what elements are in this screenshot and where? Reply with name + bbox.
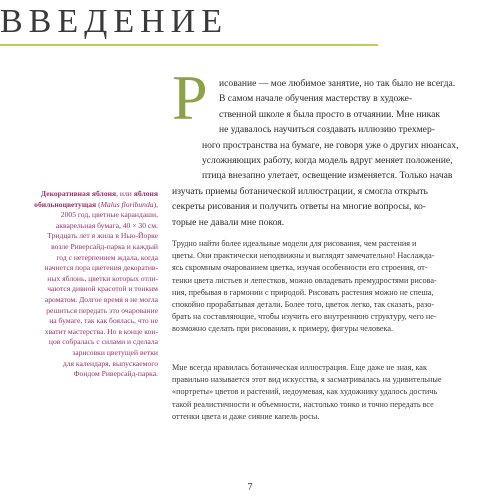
intro-line: торые не давали мне покоя. [172, 216, 285, 228]
body-line: ния, пребывая в гармонии с природой. Рисовать растения можно не спеша, [172, 287, 434, 297]
caption-text: ( [96, 199, 101, 209]
caption-line: цов собралась с силами и сделала [48, 337, 158, 347]
caption-line: акварельная бумага, 40 × 30 см. [55, 220, 158, 230]
body-line: Мне всегда нравилась ботаническая иллюстрация. Еще даже не зная, как [172, 363, 427, 372]
caption-line: 2005 год, цветные карандаши, [60, 210, 158, 220]
intro-line: секреты рисования и получить ответы на многие вопросы, ко- [172, 201, 427, 213]
title-underline-rule [0, 44, 378, 46]
caption-line: хватит мастерства. Но в конце кон- [44, 326, 158, 336]
intro-line: усложняющих работу, когда модель вдруг меняет положение, [202, 155, 453, 167]
caption-bold-title: Декоративная яблоня [40, 189, 117, 198]
caption-line: ароматом. Долгое время я не могла [44, 294, 158, 304]
illustration-caption [30, 189, 158, 380]
body-line: спокойно прорабатывая детали. Более того, цветок легко, так сказать, разо- [172, 300, 435, 310]
body-line: брать на составляющие, чтобы изучить его внутреннюю структуру, чего не- [172, 312, 437, 322]
caption-line: ных яблонь, цветки которых отли- [47, 273, 158, 283]
caption-line: начнется пора цветения декоратив- [44, 263, 158, 273]
body-line: возможно сделать при рисовании, к примеру, фигуры человека. [172, 324, 394, 334]
caption-line: возле Риверсайд-парка и каждый [51, 241, 158, 251]
body-line: цветы. Они практически неподвижны и выглядят замечательно! Наслажда- [172, 251, 435, 261]
caption-line: на бумаге, так как боялась, что не [49, 316, 158, 326]
caption-text: , или [116, 189, 132, 198]
body-line: ясь скромным очарованием цветка, изучая особенности его строения, от- [172, 263, 428, 273]
body-paragraph-1 [172, 238, 458, 336]
caption-line: решиться передать это очарование [46, 305, 158, 315]
body-paragraph-2 [172, 362, 458, 423]
caption-latin-name: Malus floribunda [100, 199, 154, 209]
intro-line: В самом начале обучения мастерству в художе- [219, 93, 413, 105]
caption-line: Фондом Риверсайд-парка. [73, 369, 158, 379]
body-line: тенки цвета листьев и лепестков, можно овладевать премудростями рисова- [172, 275, 437, 285]
intro-paragraph [172, 76, 458, 230]
chapter-title: ВВЕДЕНИЕ [0, 3, 228, 40]
caption-bold-title: яблоня [133, 189, 158, 198]
caption-line: год с нетерпением ждала, когда [56, 252, 158, 262]
body-line: оттенки цвета и даже сияние капель росы. [172, 411, 320, 421]
body-line: Трудно найти более идеальные модели для рисования, чем растения и [172, 239, 417, 248]
page-number: 7 [247, 482, 253, 493]
caption-text: ), [153, 199, 158, 209]
intro-line: птица внезапно улетает, освещение изменяется. Только начав [202, 170, 453, 182]
intro-line: ственной школе я была просто в отчаянии. Мне никак [219, 108, 441, 120]
caption-bold-title: обильноцветущая [34, 199, 97, 209]
intro-line: изучать приемы ботанической иллюстрации, я смогла открыть [172, 185, 428, 197]
intro-line: ного пространства на бумаге, не говоря уже о других нюансах, [202, 139, 459, 151]
caption-line [30, 200, 158, 211]
intro-line: не удавалось научиться создавать иллюзию трехмер- [219, 124, 435, 136]
body-line: такой реалистичности и объемности, настолько тонко и точно передать все [172, 399, 434, 409]
caption-line [30, 189, 158, 200]
body-line: «портреты» цветов и растений, недоумевая, как художнику удалось достичь [172, 387, 438, 397]
drop-cap: Р [172, 62, 208, 133]
caption-line: чаются дивной красотой и тонким [47, 284, 158, 294]
body-line: правильно называется этот вид искусства, я засматривалась на удивительные [172, 375, 442, 385]
caption-line: Тридцать лет я жила в Нью-Йорке [47, 231, 158, 241]
caption-line: для календаря, выпускаемого [62, 358, 158, 368]
caption-line: зарисовки цветущей ветки [72, 347, 158, 357]
intro-line: исование — мое любимое занятие, но так было не всегда. [219, 78, 456, 89]
